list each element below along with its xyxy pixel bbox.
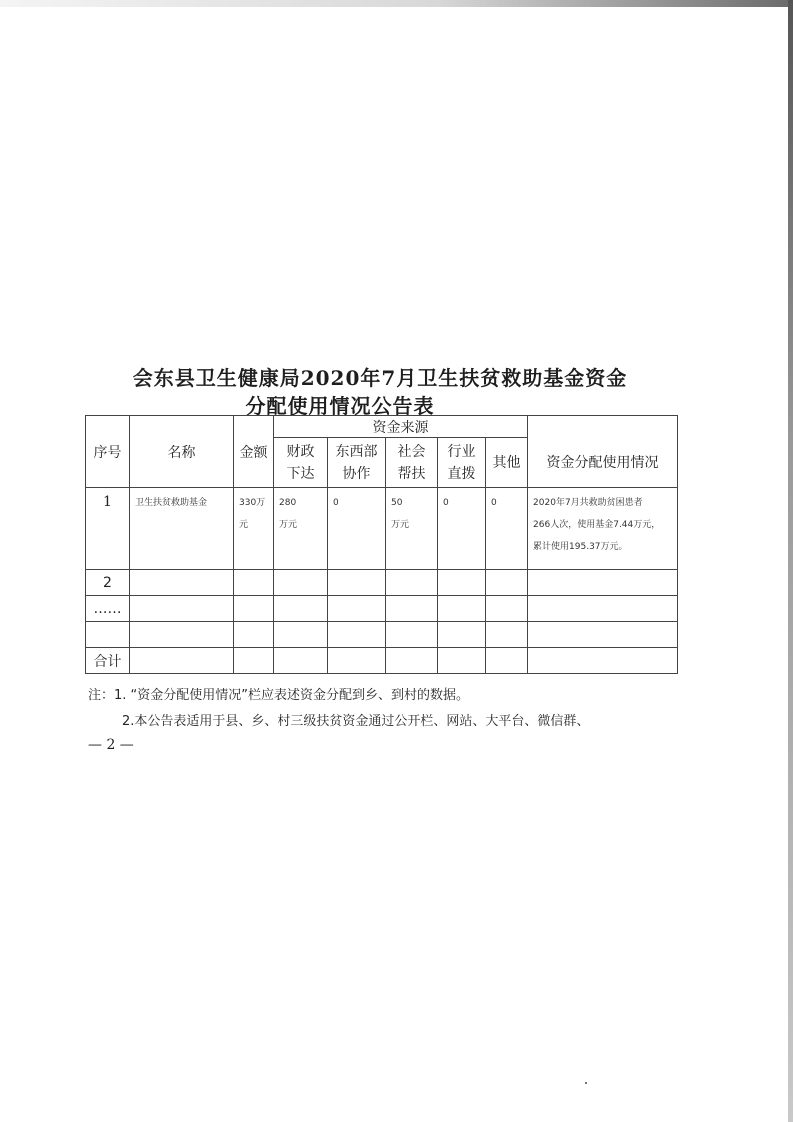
row-finance: 280 万元 xyxy=(274,488,328,570)
row-social: 50 万元 xyxy=(386,488,438,570)
page-number: — 2 — xyxy=(88,737,134,753)
row-seq: …… xyxy=(86,596,130,622)
document-title-line1: 会东县卫生健康局2020年7月卫生扶贫救助基金资金 xyxy=(132,366,628,390)
row-amount: 330万 元 xyxy=(234,488,274,570)
header-source-group: 资金来源 xyxy=(274,416,528,438)
scan-edge-top xyxy=(0,0,793,7)
header-source-other: 其他 xyxy=(486,438,528,488)
table-row xyxy=(86,596,678,622)
header-source-east-west: 东西部 协作 xyxy=(328,438,386,488)
total-label: 合计 xyxy=(86,648,130,674)
header-source-finance: 财政 下达 xyxy=(274,438,328,488)
note-line2: 2.本公告表适用于县、乡、村三级扶贫资金通过公开栏、网站、大平台、微信群、 xyxy=(122,714,590,729)
header-source-social: 社会 帮扶 xyxy=(386,438,438,488)
scan-edge-right xyxy=(788,0,793,1122)
row-other: 0 xyxy=(486,488,528,570)
scan-speck xyxy=(585,1082,587,1084)
header-name: 名称 xyxy=(130,416,234,488)
table-row xyxy=(86,570,678,596)
row-usage: 2020年7月共救助贫困患者 266人次，使用基金7.44万元， 累计使用195.37万元。 xyxy=(528,488,678,570)
note-line1: 注：1. “资金分配使用情况”栏应表述资金分配到乡、到村的数据。 xyxy=(88,688,470,703)
row-east-west: 0 xyxy=(328,488,386,570)
row-seq xyxy=(86,622,130,648)
header-amount: 金额 xyxy=(234,416,274,488)
header-usage: 资金分配使用情况 xyxy=(528,438,678,488)
document-title-line2: 分配使用情况公告表 xyxy=(245,394,435,418)
row-seq: 1 xyxy=(86,488,130,570)
row-industry: 0 xyxy=(438,488,486,570)
header-seq: 序号 xyxy=(86,416,130,488)
row-name: 卫生扶贫救助基金 xyxy=(130,488,234,570)
header-usage-top xyxy=(528,416,678,438)
table-row xyxy=(86,488,678,570)
fund-allocation-table xyxy=(85,415,678,674)
header-source-industry: 行业 直拨 xyxy=(438,438,486,488)
table-row xyxy=(86,622,678,648)
row-seq: 2 xyxy=(86,570,130,596)
total-row xyxy=(86,648,678,674)
